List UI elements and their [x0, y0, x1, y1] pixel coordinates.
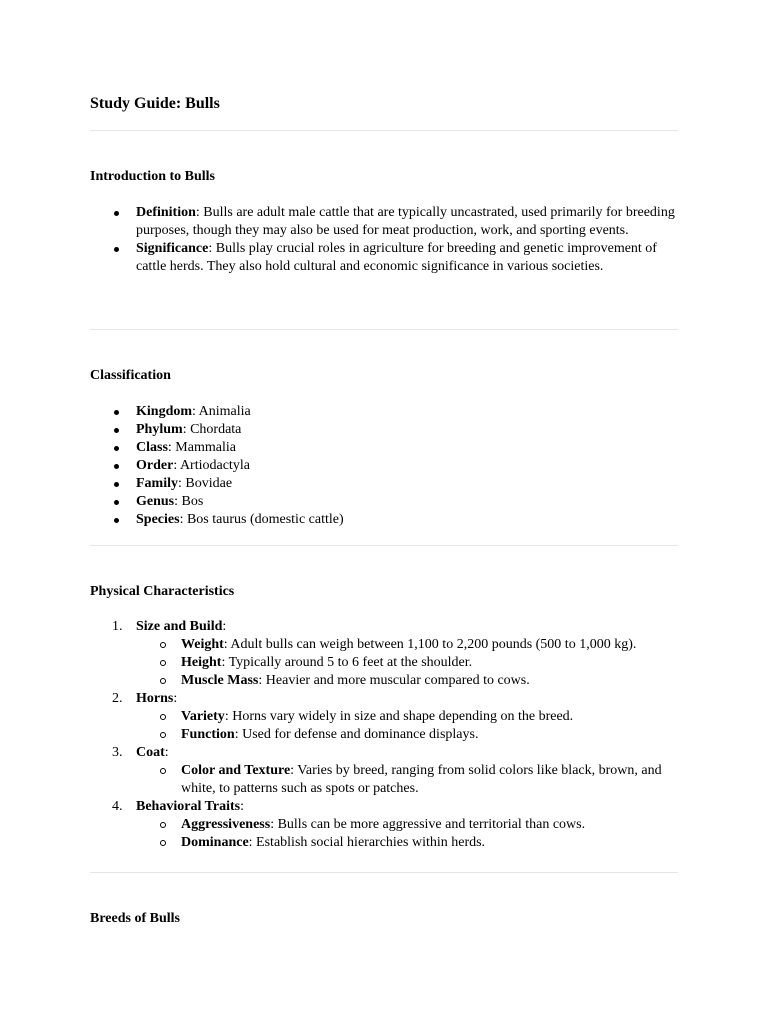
sub-list-item: [136, 708, 680, 726]
item-text: : Bos taurus (domestic cattle): [179, 512, 344, 527]
item-text: : Mammalia: [167, 440, 236, 455]
list-item: [90, 511, 680, 529]
item-number: 2.: [112, 691, 123, 706]
item-text: : Bovidae: [178, 476, 233, 491]
list-item: [90, 403, 680, 421]
section-heading-physical: Physical Characteristics: [90, 584, 235, 599]
item-term: Class: [136, 440, 168, 455]
item-text: : Bos: [174, 494, 204, 509]
item-text: : Typically around 5 to 6 feet at the shoulder.: [221, 655, 473, 670]
item-text: :: [222, 619, 227, 634]
sub-list: [136, 816, 680, 852]
item-text: : Adult bulls can weigh between 1,100 to 2,200 pounds (500 to 1,000 kg).: [223, 637, 637, 652]
list-item: [90, 475, 680, 493]
item-term: Phylum: [136, 422, 183, 437]
sub-list-item: [136, 834, 680, 852]
sub-list-item: [136, 636, 680, 654]
item-text: : Chordata: [182, 422, 242, 437]
item-term: Significance: [136, 241, 209, 256]
item-text: : Animalia: [192, 404, 251, 419]
sub-list: [136, 636, 680, 690]
sub-list-item: [136, 654, 680, 672]
item-text: : Heavier and more muscular compared to cows.: [258, 673, 530, 688]
item-term: Height: [181, 655, 222, 670]
item-text: : Bulls can be more aggressive and territorial than cows.: [270, 817, 586, 832]
item-text: : Establish social hierarchies within herds.: [248, 835, 486, 850]
item-term: Family: [136, 476, 178, 491]
section-divider: [90, 872, 678, 873]
item-term: Species: [136, 512, 180, 527]
item-text: :: [164, 745, 169, 760]
list-item: [90, 798, 680, 852]
list-item: [90, 204, 680, 240]
classification-list: [90, 403, 680, 529]
item-term: Behavioral Traits: [136, 799, 241, 814]
sub-list-item: [136, 762, 680, 798]
item-text: :: [173, 691, 178, 706]
section-divider: [90, 545, 678, 546]
item-text: : Varies by breed, ranging from solid colors like black, brown, and white, to patterns such as spots or patches.: [181, 763, 662, 796]
list-item: [90, 493, 680, 511]
list-item: [90, 690, 680, 744]
list-item: [90, 618, 680, 690]
item-term: Order: [136, 458, 174, 473]
item-term: Aggressiveness: [181, 817, 271, 832]
item-term: Variety: [181, 709, 225, 724]
section-heading-classification: Classification: [90, 368, 171, 383]
introduction-list: [90, 204, 680, 276]
section-heading-breeds: Breeds of Bulls: [90, 911, 180, 926]
sub-list-item: [136, 672, 680, 690]
item-term: Weight: [181, 637, 224, 652]
item-term: Genus: [136, 494, 175, 509]
item-term: Color and Texture: [181, 763, 291, 778]
item-term: Kingdom: [136, 404, 193, 419]
item-text: : Artiodactyla: [173, 458, 250, 473]
item-term: Size and Build: [136, 619, 223, 634]
list-item: [90, 457, 680, 475]
item-text: : Bulls play crucial roles in agriculture for breeding and genetic improvement of cattle herds. They also hold cultural and economic significance in various societies.: [136, 241, 657, 274]
sub-list-item: [136, 726, 680, 744]
list-item: [90, 744, 680, 798]
item-term: Horns: [136, 691, 174, 706]
item-text: : Horns vary widely in size and shape depending on the breed.: [224, 709, 574, 724]
document-title: Study Guide: Bulls: [90, 95, 220, 112]
section-divider: [90, 130, 678, 131]
item-number: 4.: [112, 799, 123, 814]
item-number: 3.: [112, 745, 123, 760]
item-term: Dominance: [181, 835, 249, 850]
sub-list: [136, 708, 680, 744]
sub-list-item: [136, 816, 680, 834]
item-number: 1.: [112, 619, 123, 634]
item-term: Function: [181, 727, 235, 742]
list-item: [90, 439, 680, 457]
item-term: Definition: [136, 205, 196, 220]
section-divider: [90, 329, 678, 330]
list-item: [90, 240, 680, 276]
sub-list: [136, 762, 680, 798]
item-term: Muscle Mass: [181, 673, 259, 688]
physical-characteristics-list: [90, 618, 680, 852]
item-text: : Bulls are adult male cattle that are typically uncastrated, used primarily for breeding purposes, though they may also be used for meat production, work, and sporting events.: [136, 205, 675, 238]
list-item: [90, 421, 680, 439]
section-heading-introduction: Introduction to Bulls: [90, 169, 215, 184]
item-text: :: [240, 799, 244, 814]
item-text: : Used for defense and dominance displays.: [234, 727, 479, 742]
item-term: Coat: [136, 745, 165, 760]
